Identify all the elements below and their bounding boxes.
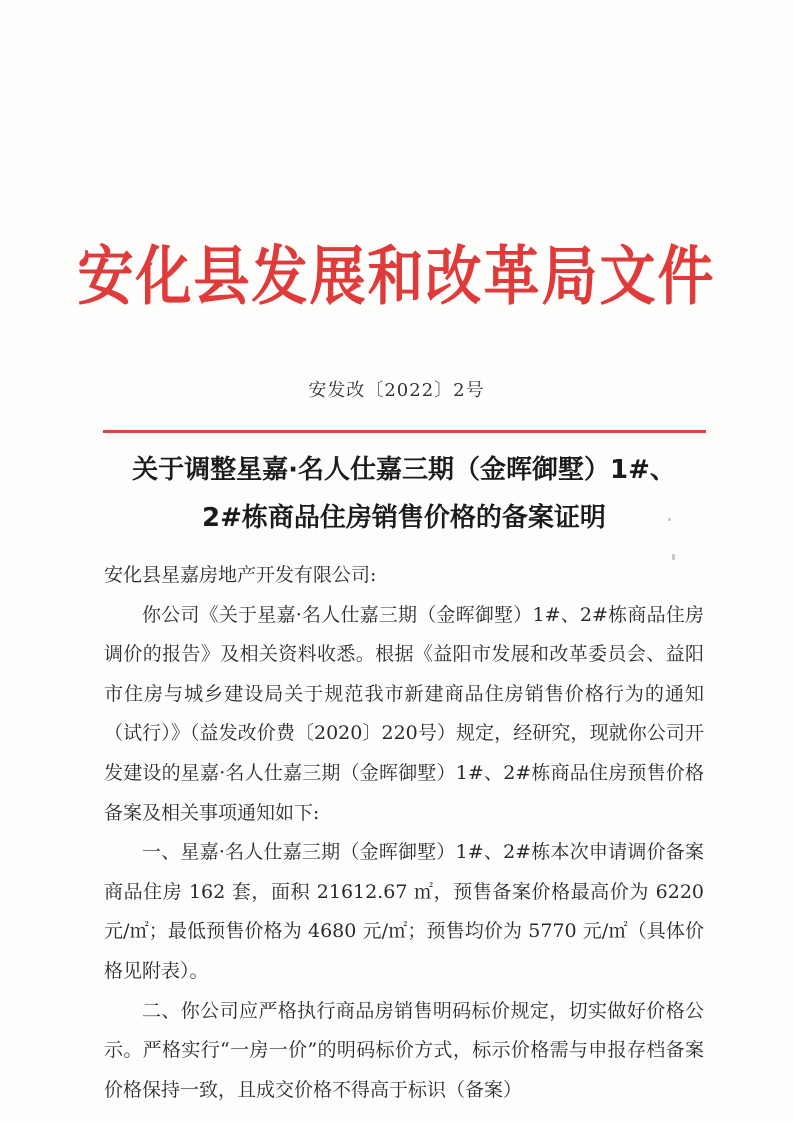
document-title-line-1: 关于调整星嘉·名人仕嘉三期（金晖御墅）1#、 [132,455,676,485]
addressee: 安化县星嘉房地产开发有限公司: [104,564,377,586]
red-divider-line [103,430,706,433]
document-title [98,446,710,542]
scan-speck [668,518,671,521]
paragraph-intro: 你公司《关于星嘉·名人仕嘉三期（金晖御墅）1#、2#栋商品住房调价的报告》及相关资料收悉。根据《益阳市发展和改革委员会、益阳市住房与城乡建设局关于规范我市新建商品住房销售价格行为的通知（试行）》（益发改价费〔2020〕220号）规定，经研究，现就你公司开发建设的星嘉·名人仕嘉三期（金晖御墅）1#、2#栋商品住房预售价格备案及相关事项通知如下: [104,603,704,824]
paragraph-item-one: 一、星嘉·名人仕嘉三期（金晖御墅）1#、2#栋本次申请调价备案商品住房 162 套，面积 21612.67 ㎡，预售备案价格最高价为 6220 元/㎡；最低预售价格为 4680 元/㎡；预售均价为 5770 元/㎡（具体价格见附表）。 [104,841,704,982]
organization-title: 安化县发展和改革局文件 [77,240,716,315]
document-body [104,556,704,1110]
paragraph-item-two: 二、你公司应严格执行商品房销售明码标价规定，切实做好价格公示。严格实行“一房一价”的明码标价方式，标示价格需与申报存档备案价格保持一致，且成交价格不得高于标识（备案） [104,999,704,1101]
document-number: 安发改〔2022〕2号 [308,380,485,401]
scan-speck [672,554,675,560]
document-title-line-2: 2#栋商品住房销售价格的备案证明 [202,503,606,533]
